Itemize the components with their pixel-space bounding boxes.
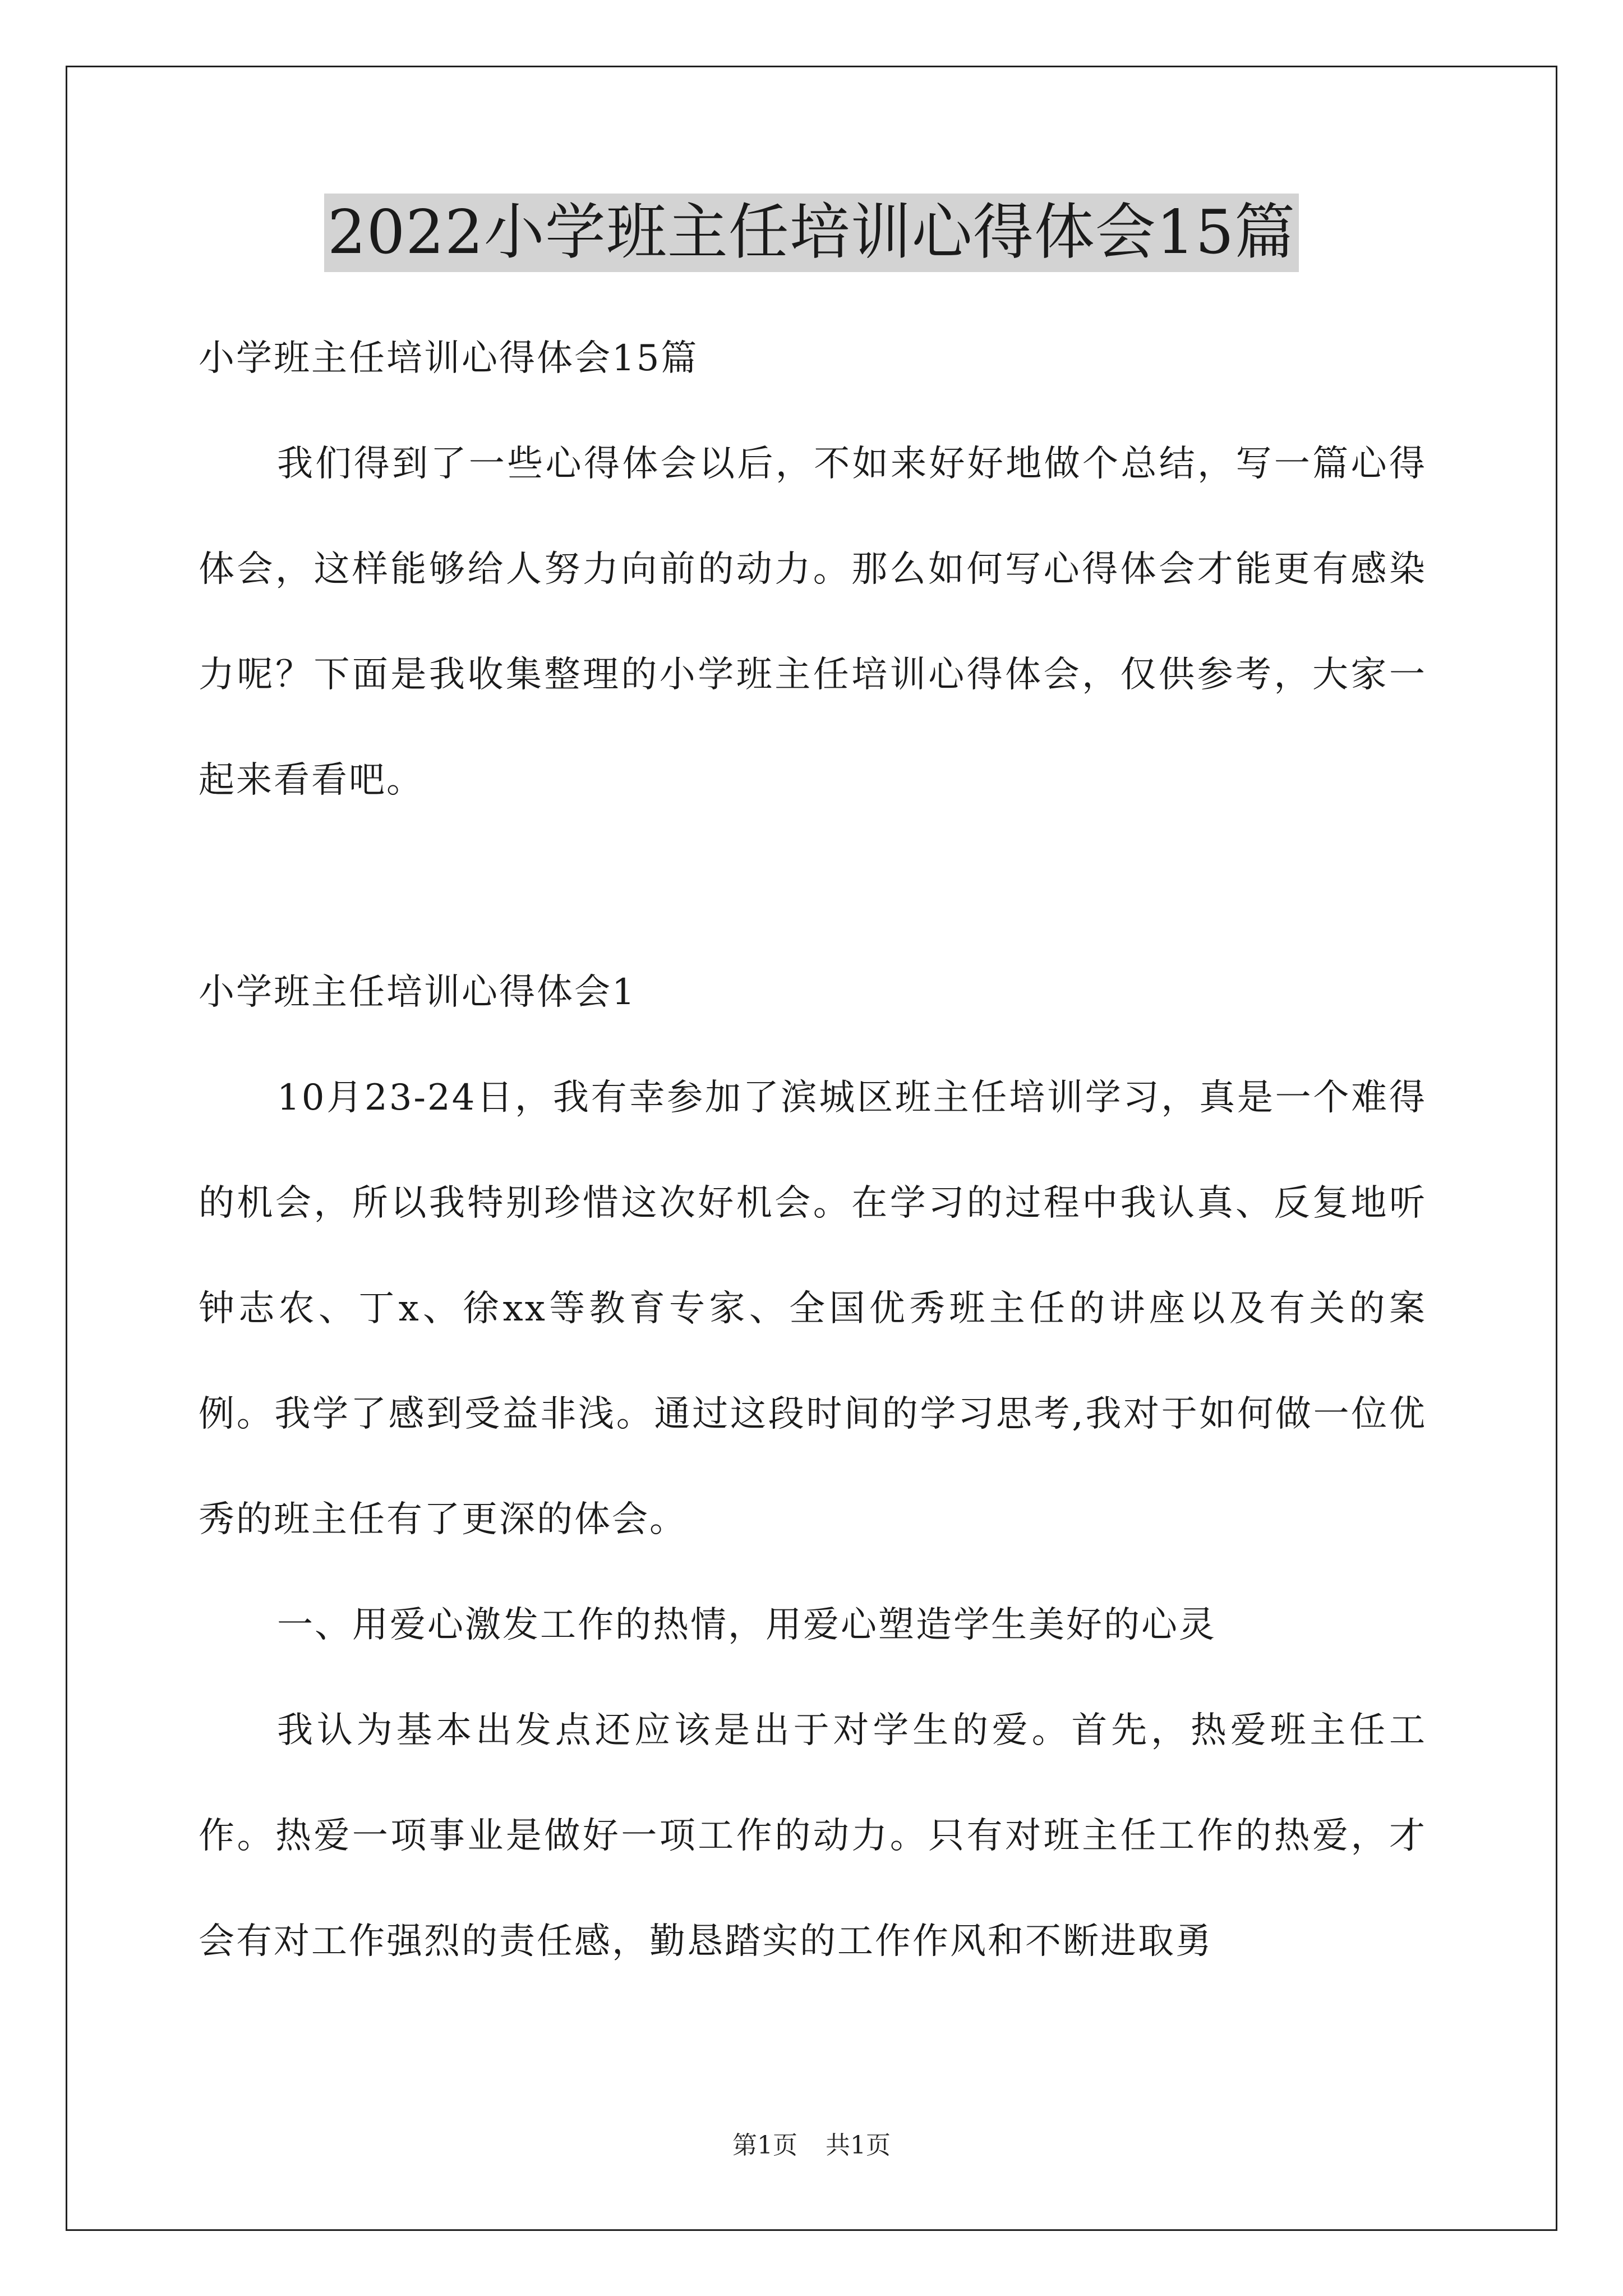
page-footer bbox=[0, 2129, 1623, 2162]
body-paragraph: 我认为基本出发点还应该是出于对学生的爱。首先，热爱班主任工作。热爱一项事业是做好一项工作的动力。只有对班主任工作的热爱，才会有对工作强烈的责任感，勤恳踏实的工作作风和不断进取勇 bbox=[199, 1710, 1427, 1962]
document-body bbox=[199, 306, 1427, 1994]
section-spacer bbox=[199, 833, 1427, 940]
section-heading: 小学班主任培训心得体会1 bbox=[199, 972, 637, 1013]
body-paragraph: 10月23-24日，我有幸参加了滨城区班主任培训学习，真是一个难得的机会，所以我特别珍惜这次好机会。在学习的过程中我认真、反复地听钟志农、丁x、徐xx等教育专家、全国优秀班主任的讲座以及有关的案例。我学了感到受益非浅。通过这段时间的学习思考,我对于如何做一位优秀的班主任有了更深的体会。 bbox=[199, 1077, 1427, 1540]
intro-paragraph: 我们得到了一些心得体会以后，不如来好好地做个总结，写一篇心得体会，这样能够给人努力向前的动力。那么如何写心得体会才能更有感染力呢？下面是我收集整理的小学班主任培训心得体会，仅供参考，大家一起来看看吧。 bbox=[199, 443, 1427, 801]
document-title: 2022小学班主任培训心得体会15篇 bbox=[324, 194, 1299, 272]
document-subtitle: 小学班主任培训心得体会15篇 bbox=[199, 338, 699, 379]
page-number: 第1页 bbox=[732, 2131, 797, 2160]
point-heading: 一、用爱心激发工作的热情，用爱心塑造学生美好的心灵 bbox=[277, 1604, 1216, 1646]
title-container bbox=[0, 194, 1623, 272]
page-total: 共1页 bbox=[826, 2131, 891, 2160]
